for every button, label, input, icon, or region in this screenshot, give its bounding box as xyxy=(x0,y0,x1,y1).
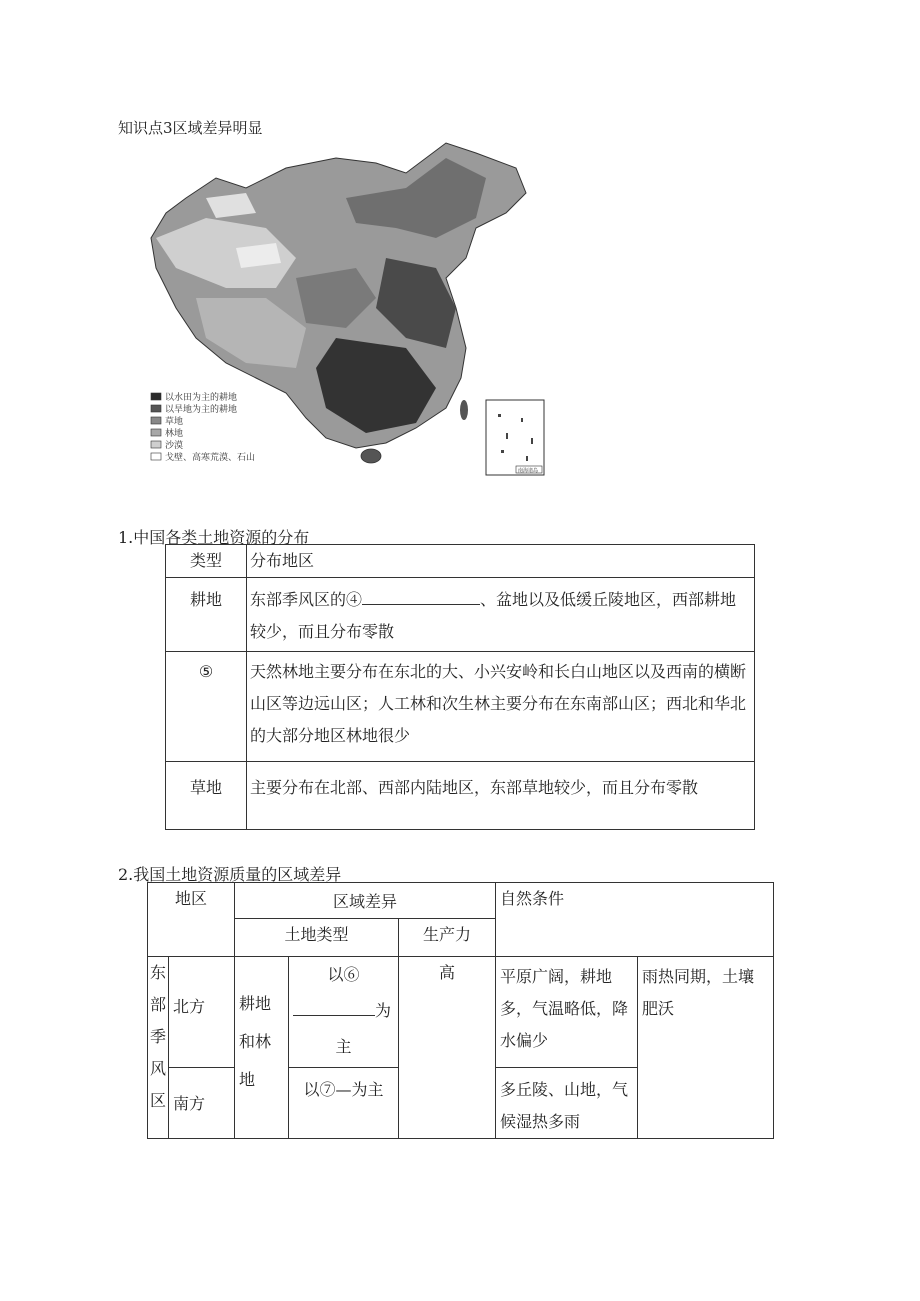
legend-swatch xyxy=(151,405,161,412)
header-productivity: 生产力 xyxy=(399,919,496,957)
q2-title: 2.我国土地资源质量的区域差异 xyxy=(118,865,342,884)
legend-swatch xyxy=(151,429,161,436)
south-china-sea-inset xyxy=(486,400,544,475)
header-region: 分布地区 xyxy=(247,545,755,578)
land-distribution-table xyxy=(165,544,755,830)
row-desc: 天然林地主要分布在东北的大、小兴安岭和长白山地区以及西南的横断山区等边远山区；人工林和次生林主要分布在东南部山区；西北和华北的大部分地区林地很少 xyxy=(247,652,755,762)
legend-swatch xyxy=(151,393,161,400)
answer-blank-6[interactable] xyxy=(293,995,375,1016)
land-merged: 耕地 和林 地 xyxy=(235,957,289,1139)
table-row xyxy=(166,578,755,652)
south-natural: 多丘陵、山地，气候湿热多雨 xyxy=(496,1068,638,1139)
row-type: 耕地 xyxy=(166,578,247,652)
shared-natural: 雨热同期，土壤肥沃 xyxy=(638,957,774,1139)
table-row xyxy=(148,957,774,1068)
header-diff: 区域差异 xyxy=(235,883,496,919)
south-label: 南方 xyxy=(169,1068,235,1139)
table-row xyxy=(148,883,774,919)
legend-label: 草地 xyxy=(165,417,184,427)
header-type: 类型 xyxy=(166,545,247,578)
legend-label: 以旱地为主的耕地 xyxy=(165,405,238,415)
header-natural: 自然条件 xyxy=(496,883,774,957)
map-legend xyxy=(151,391,255,463)
table-row xyxy=(166,762,755,830)
section-title: 知识点3区域差异明显 xyxy=(118,119,263,137)
east-monsoon-label: 东 部 季 风 区 xyxy=(148,957,169,1139)
header-region: 地区 xyxy=(148,883,235,957)
north-land-type: 以⑥ 为 主 xyxy=(289,957,399,1068)
table-row xyxy=(166,545,755,578)
q1-title: 1.中国各类土地资源的分布 xyxy=(118,528,310,547)
north-natural: 平原广阔，耕地多，气温略低，降水偏少 xyxy=(496,957,638,1068)
table-row xyxy=(166,652,755,762)
china-land-use-map xyxy=(146,138,556,480)
header-land-type: 土地类型 xyxy=(235,919,399,957)
legend-label: 以水田为主的耕地 xyxy=(165,393,238,403)
south-land-type: 以⑦—为主 xyxy=(289,1068,399,1139)
legend-label: 戈壁、高寒荒漠、石山 xyxy=(165,453,256,463)
north-label: 北方 xyxy=(169,957,235,1068)
row-type: ⑤ xyxy=(166,652,247,762)
inset-label: 南海诸岛 xyxy=(518,468,539,474)
row-desc: 主要分布在北部、西部内陆地区，东部草地较少，而且分布零散 xyxy=(247,762,755,830)
legend-swatch xyxy=(151,441,161,448)
legend-label: 沙漠 xyxy=(165,441,184,451)
legend-label: 林地 xyxy=(165,429,184,439)
row-desc: 东部季风区的④ 、盆地以及低缓丘陵地区，西部耕地较少，而且分布零散 xyxy=(247,578,755,652)
legend-swatch xyxy=(151,417,161,424)
land-quality-table xyxy=(147,882,774,1139)
answer-blank-4[interactable] xyxy=(362,586,480,605)
row-type: 草地 xyxy=(166,762,247,830)
legend-swatch xyxy=(151,453,161,460)
productivity-value: 高 xyxy=(399,957,496,1139)
